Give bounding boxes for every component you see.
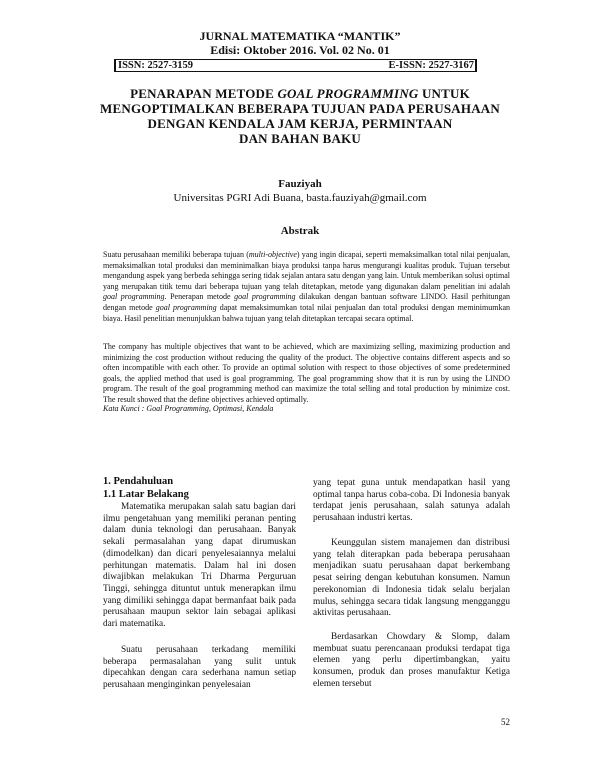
page-number: 52 <box>501 717 510 727</box>
abstract-indonesian: Suatu perusahaan memiliki beberapa tujuan (multi-objective) yang ingin dicapai, seperti memaksimalkan total nilai penjualan, memaksimalkan total produksi dan meminimalkan biaya produksi tanpa harus mengurangi kualitas produk. Tujuan tersebut mengandung aspek yang berbeda sehingga sering tidak sejalan antara satu dengan yang lain. Untuk memberikan solusi optimal yang merupakan titik temu dari beberapa tujuan yang telah ditetapkan, metode yang digunakan dalam penelitian ini adalah goal programming. Penerapan metode goal programming dilakukan dengan bantuan software LINDO. Hasil perhitungan dengan metode goal programming dapat memaksimumkan total nilai penjualan dan total produksi dengan meminimumkan biaya. Hasil penelitian menunjukkan bahwa tujuan yang telah ditetapkan tercapai secara optimal. <box>103 250 511 323</box>
journal-edition: Edisi: Oktober 2016. Vol. 02 No. 01 <box>210 43 390 57</box>
body-right-paragraph-3: Berdasarkan Chowdary & Slomp, dalam membuat suatu perencanaan produksi terdapat tiga elemen yang perlu dipertimbangkan, yaitu konsumen, produk dan proses manufaktur Ketiga elemen tersebut <box>313 632 510 689</box>
paper-title-line-4: DAN BAHAN BAKU <box>239 131 361 146</box>
journal-name: JURNAL MATEMATIKA “MANTIK” <box>199 29 401 43</box>
body-left-paragraph-1: Matematika merupakan salah satu bagian dari ilmu pengetahuan yang memiliki peranan penting dalam dunia teknologi dan perusahaan. Banyak sekali permasalahan yang dapat dirumuskan (dimodelkan) dan dicari penyelesaiannya melalui perhitungan matematis. Dalam hal ini dosen diwajibkan melakukan Tri Dharma Perguruan Tinggi, sehingga dituntut untuk menerapkan ilmu yang dimiliki sehingga dapat bermanfaat baik pada perusahaan maupun sektor lain sebagai aplikasi dari matematika. <box>103 502 296 630</box>
keywords: Kata Kunci : Goal Programming, Optimasi, Kendala <box>103 404 274 413</box>
issn: ISSN: 2527-3159 <box>118 60 193 71</box>
e-issn: E-ISSN: 2527-3167 <box>388 60 474 71</box>
subsection-heading: 1.1 Latar Belakang <box>103 489 189 500</box>
paper-title-line-3: DENGAN KENDALA JAM KERJA, PERMINTAAN <box>147 116 453 131</box>
paper-title-line-1: PENARAPAN METODE GOAL PROGRAMMING UNTUK <box>130 86 470 101</box>
section-heading: 1. Pendahuluan <box>103 476 174 487</box>
abstract-heading: Abstrak <box>280 225 320 237</box>
author-affiliation: Universitas PGRI Adi Buana, basta.fauziyah@gmail.com <box>173 192 427 204</box>
body-right-paragraph-2: Keunggulan sistem manajemen dan distribusi yang telah diterapkan pada beberapa perusahaan menjadikan suatu perusahaan dapat berkembang pesat seiring dengan kebutuhan konsumen. Namun perekonomian di Indonesia tidak selalu berjalan mulus, sehingga secara tidak langsung mengganggu aktivitas perusahaan. <box>313 538 510 619</box>
abstract-english: The company has multiple objectives that want to be achieved, which are maximizing selling, maximizing production and minimizing the cost production without reducing the quality of the product. The objective contains different aspects and so often incompatible with each other. To provide an optimal solution with respect to those objectives of some predetermined goals, the applied method that used is goal programming. The goal programming show that it is run by using the LINDO program. The result of the goal programming method can maximize the total selling and total production by minimize cost. The result showed that the define objectives achieved optimally. <box>103 342 510 404</box>
author-name: Fauziyah <box>278 178 322 190</box>
paper-title-line-2: MENGOPTIMALKAN BEBERAPA TUJUAN PADA PERUSAHAAN <box>100 101 500 116</box>
body-right-paragraph-1: yang tepat guna untuk mendapatkan hasil yang optimal tanpa harus coba-coba. Di Indonesia banyak terdapat jenis perusahaan, salah satunya adalah perusahaan industri kertas. <box>313 478 510 524</box>
body-left-paragraph-2: Suatu perusahaan terkadang memiliki beberapa permasalahan yang sulit untuk dipecahkan dengan cara sederhana namun setiap perusahaan menginginkan penyelesaian <box>103 645 296 691</box>
